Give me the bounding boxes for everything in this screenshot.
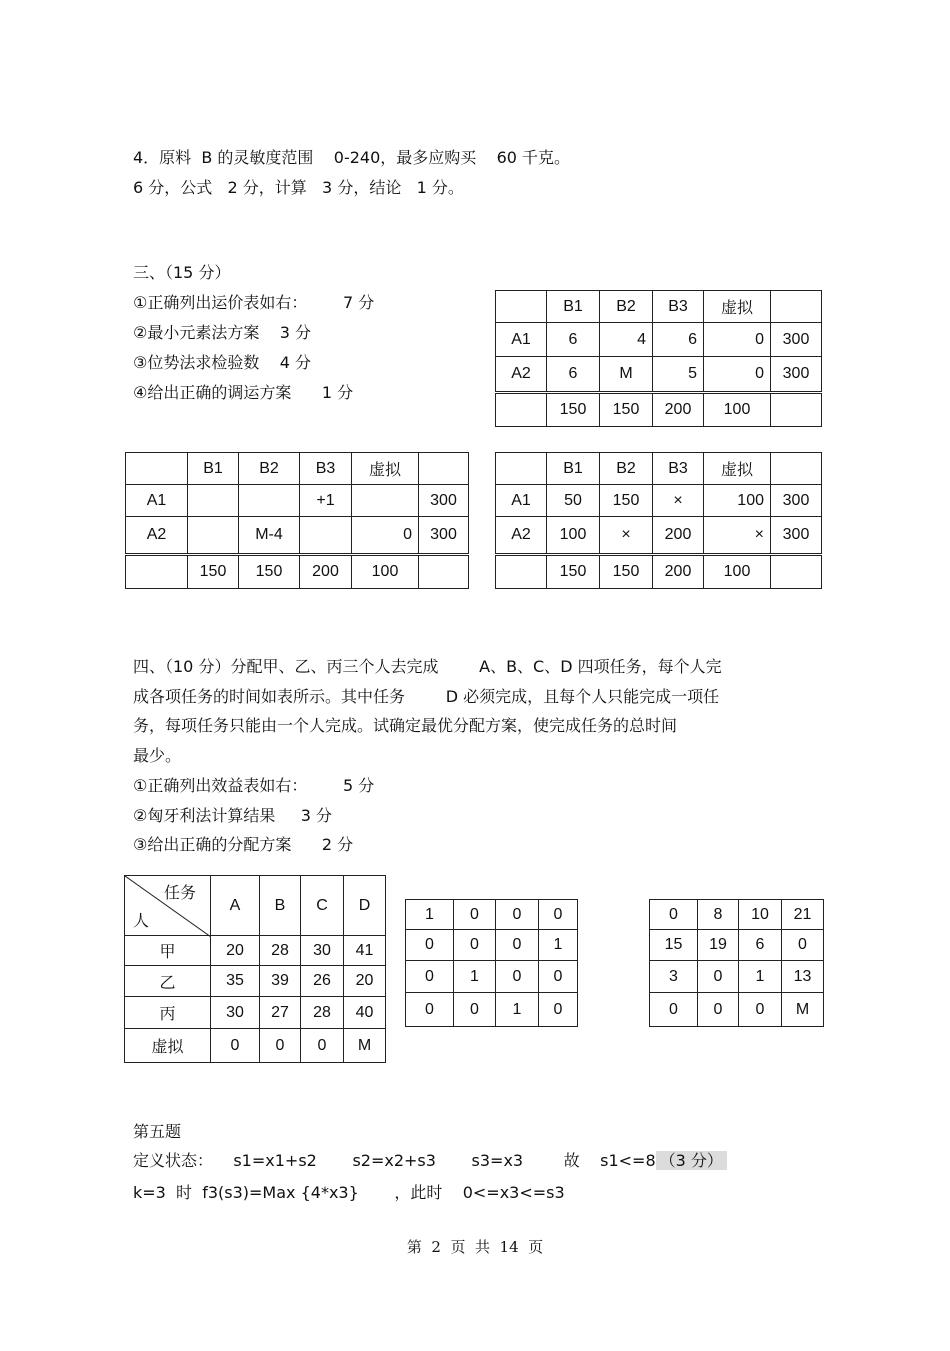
table-cell: 4 — [600, 323, 653, 357]
table-cell: 28 — [301, 997, 344, 1029]
reduced-matrix-table — [649, 899, 824, 1027]
table-cell: M — [344, 1029, 386, 1063]
table-cell: B2 — [239, 453, 300, 485]
table-cell: A1 — [496, 485, 547, 517]
table-cell: 0 — [454, 930, 496, 961]
table-cell: 30 — [301, 936, 344, 966]
table-cell: 100 — [352, 555, 419, 589]
table-cell — [419, 453, 469, 485]
table-cell: 0 — [301, 1029, 344, 1063]
table-cell: 100 — [704, 555, 771, 589]
table-cell — [496, 393, 547, 427]
corner-label-task: 任务 — [163, 885, 196, 902]
section5-line1-text: 定义状态： s1=x1+s2 s2=x2+s3 s3=x3 故 s1<=8 — [133, 1151, 656, 1170]
table-cell: 6 — [653, 323, 704, 357]
table-cell: 300 — [419, 485, 469, 517]
corner-label-person: 人 — [133, 913, 150, 930]
table-cell: 0 — [454, 993, 496, 1027]
table-row — [125, 997, 386, 1029]
table-cell: 20 — [211, 936, 260, 966]
section5-title: 第五题 — [133, 1122, 182, 1141]
table-header-cell: A — [211, 876, 260, 936]
table-cell: 0 — [782, 930, 824, 961]
table-cell: 200 — [653, 393, 704, 427]
table-cell: × — [600, 517, 653, 555]
table-cell: 40 — [344, 997, 386, 1029]
table-row — [126, 517, 469, 555]
table-cell: 0 — [698, 993, 739, 1027]
table-cell: +1 — [300, 485, 352, 517]
section3-item-4: ④给出正确的调运方案 1 分 — [133, 383, 354, 402]
table-cell: 35 — [211, 966, 260, 997]
table-row — [650, 993, 824, 1027]
table-cell: 41 — [344, 936, 386, 966]
table-cell: A2 — [126, 517, 188, 555]
table-cell — [496, 453, 547, 485]
table-cell: 300 — [419, 517, 469, 555]
section4-line1: 4．原料 B 的灵敏度范围 0-240，最多应购买 60 千克。 — [133, 148, 571, 167]
table-row — [125, 1029, 386, 1063]
table-cell — [126, 453, 188, 485]
table-cell: 0 — [739, 993, 782, 1027]
check-table — [125, 452, 469, 589]
table-cell: 150 — [600, 555, 653, 589]
table-header-cell: D — [344, 876, 386, 936]
table-row — [406, 993, 578, 1027]
table-cell: 0 — [352, 517, 419, 555]
table-cell: B2 — [600, 453, 653, 485]
table-cell: 21 — [782, 900, 824, 930]
table-cell: 0 — [496, 930, 539, 961]
table-cell: 0 — [496, 900, 539, 930]
table-cell: 5 — [653, 357, 704, 393]
table-cell — [496, 555, 547, 589]
cost-table — [495, 290, 822, 427]
table-cell: 30 — [211, 997, 260, 1029]
table-cell: 10 — [739, 900, 782, 930]
table-cell: 虚拟 — [704, 291, 771, 323]
table-cell: 15 — [650, 930, 698, 961]
table-row — [496, 357, 822, 393]
section3-item-1: ①正确列出运价表如右： 7 分 — [133, 293, 375, 312]
table-cell: 150 — [600, 485, 653, 517]
table-cell: 1 — [406, 900, 454, 930]
table-row — [650, 930, 824, 961]
table-cell: 0 — [539, 900, 578, 930]
section4b-item-2: ②匈牙利法计算结果 3 分 — [133, 806, 333, 825]
table-header-cell: C — [301, 876, 344, 936]
section5-score-highlight: （3 分） — [656, 1151, 727, 1170]
table-cell: 27 — [260, 997, 301, 1029]
table-cell — [771, 393, 822, 427]
table-cell: 200 — [653, 517, 704, 555]
table-row — [126, 485, 469, 517]
table-cell: 8 — [698, 900, 739, 930]
table-cell: 虚拟 — [704, 453, 771, 485]
table-cell: 20 — [344, 966, 386, 997]
table-row — [126, 555, 469, 589]
table-cell: 0 — [406, 993, 454, 1027]
section3-item-2: ②最小元素法方案 3 分 — [133, 323, 311, 342]
table-cell: A2 — [496, 357, 547, 393]
table-cell: 6 — [547, 323, 600, 357]
page-footer: 第 2 页 共 14 页 — [406, 1238, 544, 1256]
table-cell: 6 — [739, 930, 782, 961]
table-cell: B2 — [600, 291, 653, 323]
table-cell: 300 — [771, 517, 822, 555]
table-cell: 300 — [771, 323, 822, 357]
table-cell: 1 — [454, 961, 496, 993]
table-cell: A2 — [496, 517, 547, 555]
table-cell — [771, 555, 822, 589]
section5-line1 — [133, 1151, 727, 1171]
table-cell — [419, 555, 469, 589]
table-cell: 0 — [496, 961, 539, 993]
table-cell: 0 — [650, 993, 698, 1027]
table-cell: 150 — [600, 393, 653, 427]
table-cell: 0 — [211, 1029, 260, 1063]
table-cell: 300 — [771, 485, 822, 517]
table-header-cell: B — [260, 876, 301, 936]
section4b-para-4: 最少。 — [133, 746, 182, 765]
table-cell: 甲 — [125, 936, 211, 966]
table-row — [406, 961, 578, 993]
table-cell: B3 — [653, 291, 704, 323]
table-cell: A1 — [126, 485, 188, 517]
table-cell: 100 — [704, 393, 771, 427]
table-cell: 28 — [260, 936, 301, 966]
table-cell — [496, 291, 547, 323]
table-cell: A1 — [496, 323, 547, 357]
table-cell: B1 — [547, 291, 600, 323]
table-cell: 200 — [300, 555, 352, 589]
plan-table — [495, 452, 822, 589]
table-cell: 100 — [547, 517, 600, 555]
table-cell: 0 — [406, 961, 454, 993]
table-cell: 6 — [547, 357, 600, 393]
table-cell — [188, 485, 239, 517]
table-cell — [239, 485, 300, 517]
table-cell: M-4 — [239, 517, 300, 555]
table-cell: 0 — [454, 900, 496, 930]
table-cell: 3 — [650, 961, 698, 993]
table-cell: 150 — [239, 555, 300, 589]
table-cell: 0 — [539, 961, 578, 993]
table-row — [496, 555, 822, 589]
table-cell: B1 — [547, 453, 600, 485]
table-cell — [771, 291, 822, 323]
table-cell: 19 — [698, 930, 739, 961]
section3-title: 三、（15 分） — [133, 263, 231, 282]
table-cell: 26 — [301, 966, 344, 997]
table-cell: 0 — [698, 961, 739, 993]
section4-line2: 6 分，公式 2 分，计算 3 分，结论 1 分。 — [133, 178, 464, 197]
table-cell: 0 — [704, 357, 771, 393]
table-cell: B3 — [300, 453, 352, 485]
table-cell: M — [600, 357, 653, 393]
table-cell: 0 — [539, 993, 578, 1027]
table-cell: × — [653, 485, 704, 517]
table-cell — [188, 517, 239, 555]
assignment-table — [405, 899, 578, 1027]
table-row — [496, 323, 822, 357]
table-row — [125, 936, 386, 966]
table-cell: 1 — [739, 961, 782, 993]
section4b-para-2: 成各项任务的时间如表所示。其中任务 D 必须完成，且每个人只能完成一项任 — [133, 687, 720, 706]
table-corner-cell — [125, 876, 211, 936]
table-cell — [352, 485, 419, 517]
table-row — [406, 900, 578, 930]
table-cell — [126, 555, 188, 589]
section3-item-3: ③位势法求检验数 4 分 — [133, 353, 311, 372]
table-cell: 乙 — [125, 966, 211, 997]
table-cell: 39 — [260, 966, 301, 997]
table-cell: 50 — [547, 485, 600, 517]
table-row — [125, 966, 386, 997]
section4b-para-3: 务，每项任务只能由一个人完成。试确定最优分配方案，使完成任务的总时间 — [133, 716, 678, 735]
table-cell: 虚拟 — [352, 453, 419, 485]
benefit-table — [124, 875, 386, 1063]
section4b-item-3: ③给出正确的分配方案 2 分 — [133, 835, 354, 854]
table-cell: 200 — [653, 555, 704, 589]
table-row — [650, 900, 824, 930]
table-cell: B1 — [188, 453, 239, 485]
table-cell: 150 — [547, 393, 600, 427]
table-cell: B3 — [653, 453, 704, 485]
table-cell — [300, 517, 352, 555]
table-cell: 丙 — [125, 997, 211, 1029]
table-cell: 虚拟 — [125, 1029, 211, 1063]
table-cell: 150 — [547, 555, 600, 589]
section5-line2: k=3 时 f3(s3)=Max {4*x3} ，此时 0<=x3<=s3 — [133, 1183, 565, 1202]
table-row — [406, 930, 578, 961]
table-row — [496, 517, 822, 555]
table-cell: 150 — [188, 555, 239, 589]
table-cell: 100 — [704, 485, 771, 517]
table-cell: M — [782, 993, 824, 1027]
section4b-para-1: 四、（10 分）分配甲、乙、丙三个人去完成 A、B、C、D 四项任务，每个人完 — [133, 657, 722, 676]
table-cell: 0 — [260, 1029, 301, 1063]
table-cell: 13 — [782, 961, 824, 993]
table-row — [650, 961, 824, 993]
table-cell: 0 — [650, 900, 698, 930]
table-cell: 300 — [771, 357, 822, 393]
table-cell: 0 — [406, 930, 454, 961]
table-cell: 1 — [496, 993, 539, 1027]
table-row — [496, 393, 822, 427]
table-cell: × — [704, 517, 771, 555]
table-row — [496, 485, 822, 517]
section4b-item-1: ①正确列出效益表如右： 5 分 — [133, 776, 375, 795]
table-cell — [771, 453, 822, 485]
table-cell: 0 — [704, 323, 771, 357]
table-cell: 1 — [539, 930, 578, 961]
